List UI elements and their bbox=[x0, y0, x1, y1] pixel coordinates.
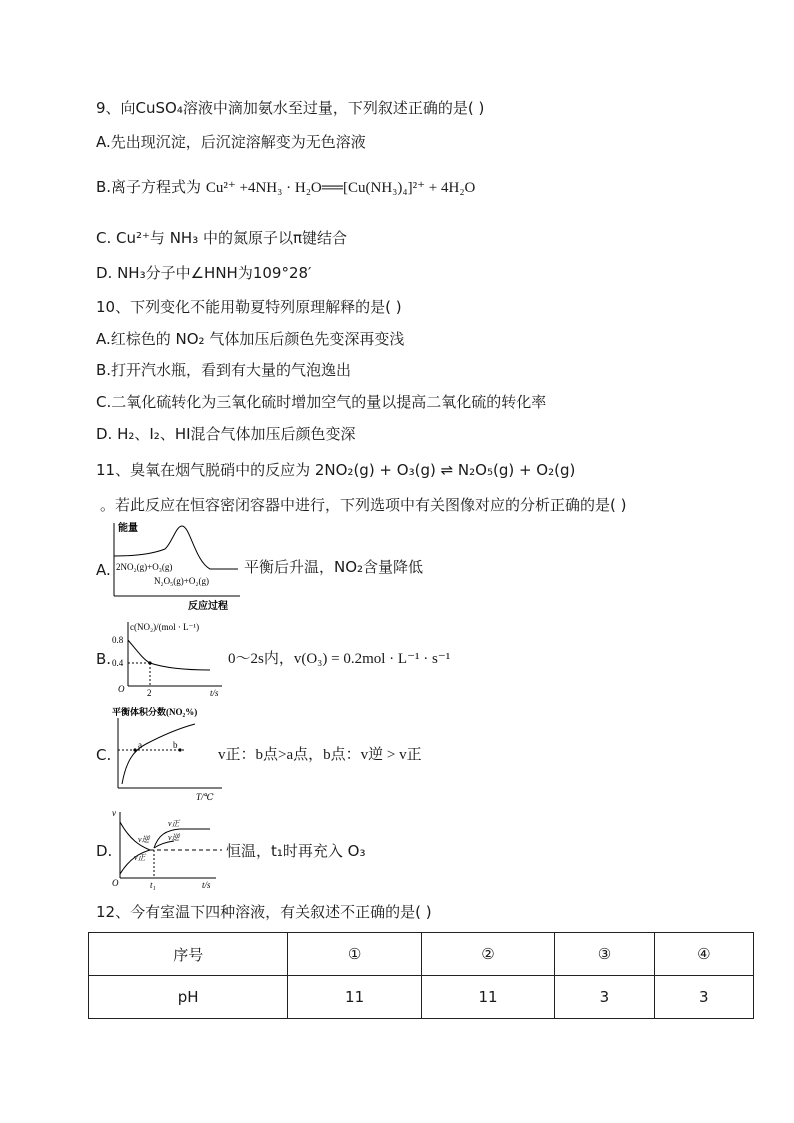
q11-d-origin: O bbox=[112, 878, 119, 888]
q11-d-t1: t₁ bbox=[150, 880, 156, 890]
q10-option-b: B.打开汽水瓶，看到有大量的气泡逸出 bbox=[96, 361, 352, 379]
q11-c-xlabel: T/℃ bbox=[196, 792, 214, 802]
q11-c-point-a: a bbox=[138, 740, 142, 750]
q11-option-d-text: 恒温，t₁时再充入 O₃ bbox=[226, 842, 366, 860]
table-header-row bbox=[89, 933, 754, 976]
q11-option-b-text: 0～2s内，v(O₃) = 0.2mol · L⁻¹ · s⁻¹ bbox=[228, 651, 451, 667]
q11-graph-b bbox=[110, 618, 230, 700]
q11-b-ylabel: c(NO₂)/(mol · L⁻¹) bbox=[130, 622, 200, 632]
q10-option-d: D. H₂、I₂、HI混合气体加压后颜色变深 bbox=[96, 425, 356, 443]
q11-a-xlabel: 反应过程 bbox=[188, 601, 228, 612]
q11-b-tick-08: 0.8 bbox=[112, 635, 124, 645]
q10-stem: 10、下列变化不能用勒夏特列原理解释的是( ) bbox=[96, 298, 402, 316]
q11-c-point-b: b bbox=[173, 740, 178, 750]
table-cell: ④ bbox=[654, 933, 753, 976]
q11-d-xlabel: t/s bbox=[202, 880, 211, 890]
table-cell: 3 bbox=[555, 976, 654, 1019]
table-cell: pH bbox=[89, 976, 288, 1019]
q12-table bbox=[88, 932, 754, 1019]
q11-d-ylabel: v bbox=[112, 808, 116, 818]
q11-stem: 11、臭氧在烟气脱硝中的反应为 2NO₂(g) + O₃(g) ⇌ N₂O₅(g) + O₂(g) bbox=[96, 461, 576, 479]
q11-d-dashed-line bbox=[150, 849, 222, 851]
q11-option-d-letter: D. bbox=[96, 842, 113, 860]
table-cell: 11 bbox=[288, 976, 421, 1019]
q11-graph-a bbox=[110, 521, 250, 613]
q11-d-vni-lower: v逆 bbox=[168, 833, 180, 842]
q11-stem-continued: 。若此反应在恒容密闭容器中进行，下列选项中有关图像对应的分析正确的是( ) bbox=[100, 496, 627, 514]
q10-option-a: A.红棕色的 NO₂ 气体加压后颜色先变深再变浅 bbox=[96, 330, 405, 348]
q11-option-a-letter: A. bbox=[96, 561, 111, 579]
q11-b-tick-04: 0.4 bbox=[112, 658, 124, 668]
q11-d-vzheng-upper: v正 bbox=[168, 819, 180, 828]
q9-option-c: C. Cu²⁺与 NH₃ 中的氮原子以π键结合 bbox=[96, 229, 348, 247]
q11-c-ylabel: 平衡体积分数(NO₂%) bbox=[112, 707, 198, 717]
table-cell: 3 bbox=[654, 976, 753, 1019]
q11-a-products: N₂O₅(g)+O₂(g) bbox=[154, 576, 209, 586]
q9-option-b-equation: Cu²⁺ +4NH₃ · H₂O══[Cu(NH₃)₄]²⁺ + 4H₂O bbox=[205, 180, 476, 196]
q11-d-vni-upper: v逆 bbox=[138, 835, 150, 844]
q11-b-tick-2: 2 bbox=[147, 688, 152, 698]
q12-stem: 12、今有室温下四种溶液，有关叙述不正确的是( ) bbox=[96, 903, 432, 921]
table-cell: 序号 bbox=[89, 933, 288, 976]
q11-graph-c bbox=[110, 706, 230, 802]
table-cell: ② bbox=[421, 933, 554, 976]
q9-stem: 9、向CuSO₄溶液中滴加氨水至过量，下列叙述正确的是( ) bbox=[96, 99, 485, 117]
q9-option-b bbox=[96, 177, 475, 198]
q9-option-d: D. NH₃分子中∠HNH为109°28′ bbox=[96, 264, 312, 282]
q11-option-b-letter: B. bbox=[96, 650, 112, 668]
table-row bbox=[89, 976, 754, 1019]
q10-option-c: C.二氧化硫转化为三氧化硫时增加空气的量以提高二氧化硫的转化率 bbox=[96, 393, 547, 411]
q11-option-a-text: 平衡后升温，NO₂含量降低 bbox=[244, 558, 424, 576]
q9-option-a: A.先出现沉淀，后沉淀溶解变为无色溶液 bbox=[96, 133, 366, 151]
q11-b-origin: O bbox=[118, 684, 125, 694]
q11-b-xlabel: t/s bbox=[210, 688, 219, 698]
q9-option-b-label: B.离子方程式为 bbox=[96, 178, 202, 196]
q11-option-c-text: v正：b点>a点，b点：v逆 > v正 bbox=[218, 747, 422, 763]
q11-option-c-letter: C. bbox=[96, 746, 112, 764]
table-cell: 11 bbox=[421, 976, 554, 1019]
table-cell: ③ bbox=[555, 933, 654, 976]
q11-a-reactants: 2NO₂(g)+O₃(g) bbox=[116, 562, 173, 572]
q11-d-vzheng-lower: v正 bbox=[134, 853, 146, 862]
q11-a-ylabel: 能量 bbox=[118, 523, 138, 534]
table-cell: ① bbox=[288, 933, 421, 976]
